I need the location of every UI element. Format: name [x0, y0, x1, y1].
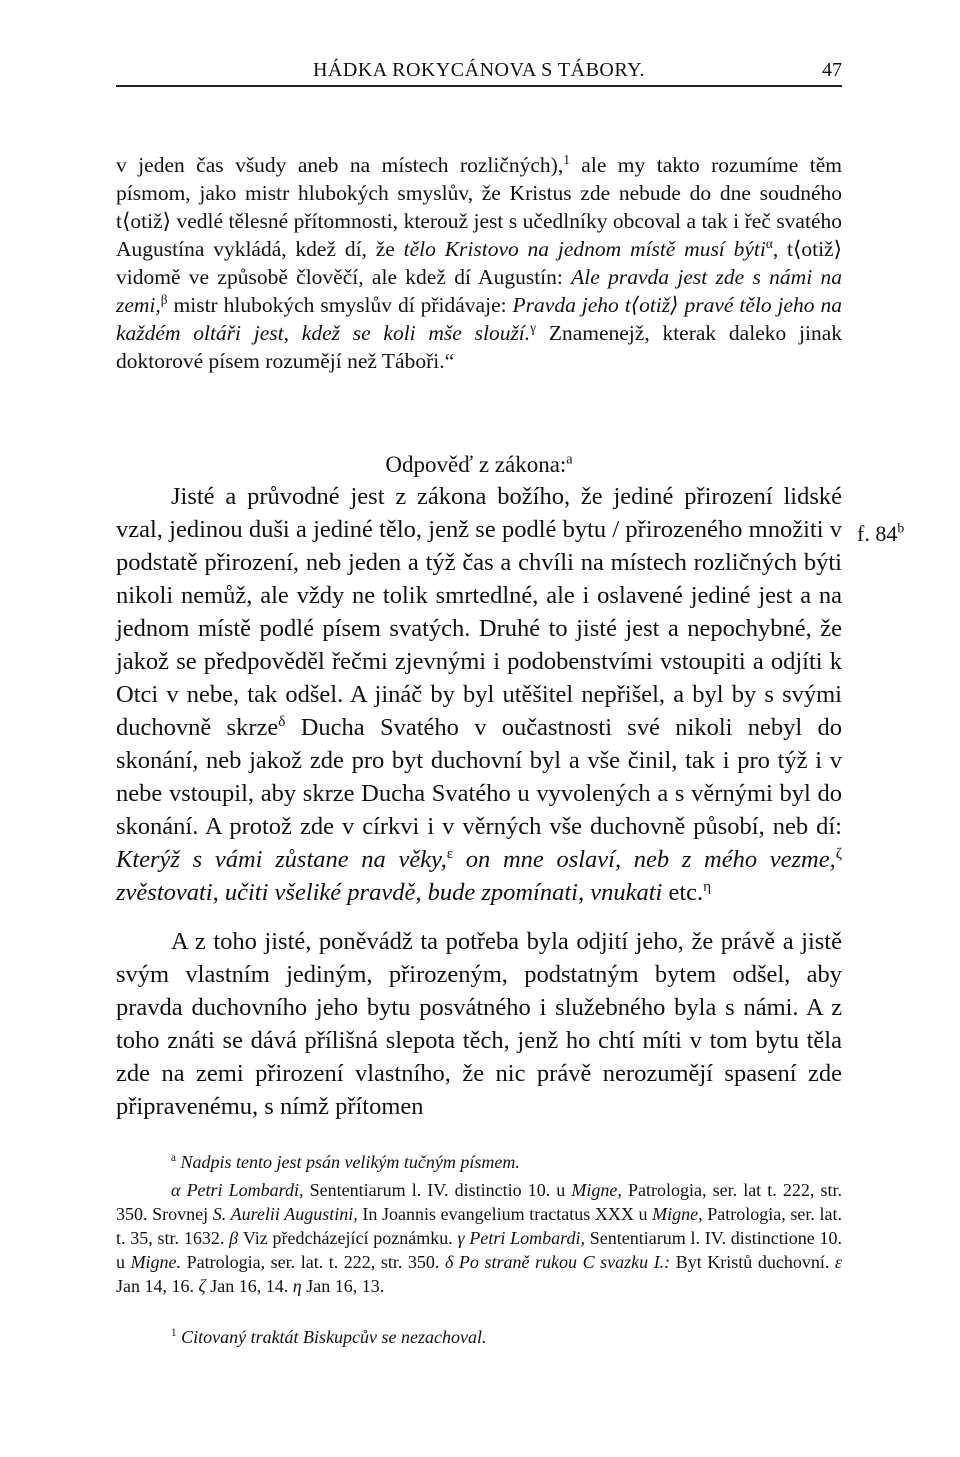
section-heading-run: Odpověď z zákona:: [385, 452, 567, 477]
fn-b-run: Po straně rukou C svazku I.:: [458, 1252, 671, 1272]
fn-b-run: Viz předcházející poznámku.: [238, 1228, 458, 1248]
p2-run: η: [703, 877, 712, 895]
p1-run: v jeden čas všudy aneb na místech rozličných),: [116, 153, 564, 177]
p1-run: β: [160, 291, 168, 307]
p1-run: Znamenejž, kterak daleko jinak doktorové písem rozumějí než Táboři.“: [116, 321, 842, 373]
fn-b-run: Sententiarum l. IV. distinctio 10. u: [303, 1180, 572, 1200]
section-heading-run: a: [566, 451, 573, 468]
fn-b-run: Byt Kristů duchovní.: [670, 1252, 835, 1272]
page-number: 47: [822, 59, 842, 81]
p2-run: Kterýž s vámi zůstane na věky,: [116, 846, 447, 873]
fn-a-run: a: [171, 1152, 176, 1164]
paragraph-continuation: [116, 151, 842, 375]
p2-run: δ: [278, 712, 286, 730]
p2-run: ζ: [835, 844, 843, 862]
fn-b-run: Migne,: [571, 1180, 622, 1200]
p1-run: Pravda jeho t⟨otiž⟩ pravé tělo jeho na každém oltáři jest, kdež se koli mše slouží.: [116, 293, 842, 345]
fn-b-run: β: [229, 1228, 239, 1248]
running-title: HÁDKA ROKYCÁNOVA S TÁBORY.: [313, 59, 645, 81]
folio-margin-note: [857, 517, 904, 550]
p1-run: α: [765, 235, 773, 251]
fn-b-run: Patrologia, ser. lat. t. 35, str. 1632.: [116, 1204, 842, 1248]
section-heading: [116, 450, 842, 480]
p1-run: γ: [530, 319, 537, 335]
fn-b-run: α: [171, 1180, 181, 1200]
fn-b-run: Migne.: [130, 1252, 182, 1272]
fn-b-run: Patrologia, ser. lat t. 222, str. 350. Srovnej: [116, 1180, 843, 1224]
p2-run: Jisté a průvodné jest z zákona božího, že jediné přirození lidské vzal, jedinou duši a jediné tělo, jenž se podlé bytu / přirozeného množiti v podstatě přirození, neb jeden a týž čas a chvíli na místech rozličných býti nikoli nemůž, ale vždy ne tolik smrtedlné, ale i oslavené jediné jest a na jednom místě podlé písem svatých. Druhé to jisté jest a nepochybné, že jakož se předpověděl řečmi zjevnými i podobenstvími vstoupiti a odjíti k Otci v nebe, tak odšel. A jináč by byl utěšitel nepřišel, a byl by s svými duchovně skrze: [116, 483, 842, 741]
p1-run: , t⟨otiž⟩ vidomě ve způsobě člověčí, ale kdež dí Augustín:: [116, 237, 842, 289]
fn-a-run: Nadpis tento jest psán velikým tučným písmem.: [180, 1152, 520, 1172]
fn-1-run: Citovaný traktát Biskupcův se nezachoval.: [181, 1327, 487, 1347]
footnote-a: [116, 1150, 842, 1174]
fn-b-run: Jan 16, 13.: [301, 1276, 385, 1296]
p1-run: Ale pravda jest zde s námi na zemi,: [116, 265, 842, 317]
p2-run: etc.: [662, 879, 704, 906]
fn-b-run: Jan 16, 14.: [205, 1276, 293, 1296]
folio-side: b: [897, 520, 905, 536]
footnote-1: [116, 1325, 842, 1349]
fn-b-run: Migne,: [652, 1204, 703, 1224]
p3-run: A z toho jisté, poněvádž ta potřeba byla odjití jeho, že právě a jistě svým vlastním jediným, přirozeným, podstatným bytem odšel, aby pravda duchovního jeho bytu posvátného i služebného byla s námi. A z toho znáti se dává přílišná slepota těch, jenž ho chtí míti v tom bytu těla zde na zemi přirození vlastního, že nic právě nerozumějí spasení zde připravenému, s nímž přítomen: [116, 928, 842, 1120]
fn-b-run: ε: [834, 1252, 843, 1272]
p1-run: 1: [563, 151, 570, 167]
p2-run: [453, 846, 466, 873]
p2-run: ε: [446, 844, 454, 862]
p2-run: on mne oslaví, neb z mého vezme,: [465, 846, 836, 873]
folio-number: f. 84: [857, 521, 898, 546]
fn-b-run: Sententiarum l. IV. distinctione 10. u: [116, 1228, 843, 1272]
p1-run: ale my takto rozumíme těm písmom, jako mistr hlubokých smyslův, že Kristus zde nebude do dne soudného t⟨otiž⟩ vedlé tělesné přítomnosti, kterouž jest s učedlníky obcoval a tak i řeč svatého Augustína vykládá, kdež dí, že: [116, 153, 842, 261]
fn-b-run: γ: [457, 1228, 465, 1248]
footnote-references: [116, 1178, 842, 1298]
paragraph-answer: [116, 480, 842, 909]
p1-run: mistr hlubokých smyslův dí přidávaje:: [167, 293, 513, 317]
p2-run: zvěstovati, učiti všeliké pravdě, bude zpomínati, vnukati: [116, 879, 663, 906]
fn-b-run: Petri Lombardi,: [469, 1228, 585, 1248]
fn-b-run: S. Aurelii Augustini,: [212, 1204, 358, 1224]
fn-b-run: Petri Lombardi,: [186, 1180, 304, 1200]
fn-b-run: ζ: [198, 1276, 206, 1296]
fn-b-run: Patrologia, ser. lat. t. 222, str. 350.: [181, 1252, 445, 1272]
fn-b-run: δ: [444, 1252, 454, 1272]
fn-b-run: In Joannis evangelium tractatus XXX u: [357, 1204, 653, 1224]
running-header: [116, 55, 842, 87]
paragraph-conclusion: [116, 925, 842, 1123]
fn-1-run: 1: [171, 1327, 177, 1339]
p2-run: Ducha Svatého v oučastnosti své nikoli nebyl do skonání, neb jakož zde pro byt duchovní byl a vše činil, tak i pro týž i v nebe vstoupil, aby skrze Ducha Svatého u vyvolených a s věrnými byl do skonání. A protož zde v církvi i v věrných vše duchovně působí, neb dí:: [116, 714, 842, 840]
fn-b-run: Jan 14, 16.: [116, 1276, 199, 1296]
p1-run: tělo Kristovo na jednom místě musí býti: [403, 237, 766, 261]
fn-b-run: η: [292, 1276, 302, 1296]
